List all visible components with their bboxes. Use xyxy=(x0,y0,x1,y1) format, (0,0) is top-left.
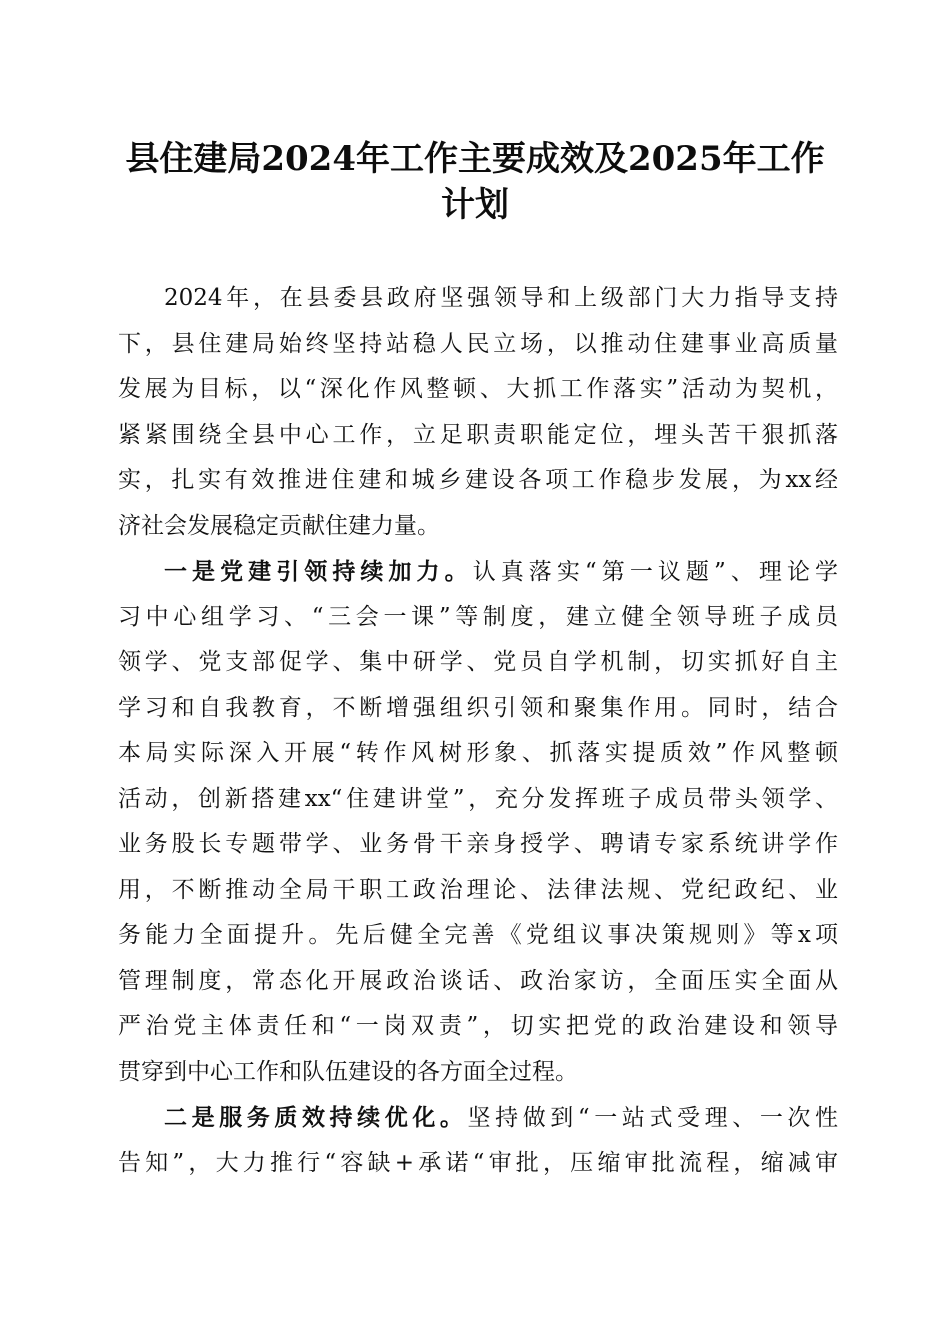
text-line: 活动，创新搭建xx“住建讲堂”，充分发挥班子成员带头领学、 xyxy=(118,785,838,812)
text-line: 业务股长专题带学、业务骨干亲身授学、聘请专家系统讲学作 xyxy=(118,831,838,857)
text-line xyxy=(118,1095,838,1141)
title-line-1: 县住建局2024年工作主要成效及2025年工作 xyxy=(125,139,825,179)
text-line: 2024年，在县委县政府坚强领导和上级部门大力指导支持 xyxy=(164,285,838,311)
text-line: 务能力全面提升。先后健全完善《党组议事决策规则》等x项 xyxy=(118,922,838,948)
text-line: 领学、党支部促学、集中研学、党员自学机制，切实抓好自主 xyxy=(118,649,838,675)
text-line xyxy=(118,549,838,595)
text-line: 济社会发展稳定贡献住建力量。 xyxy=(118,512,440,539)
text-run: 坚持做到“一站式受理、一次性 xyxy=(467,1105,838,1131)
text-line: 发展为目标，以“深化作风整顿、大抓工作落实”活动为契机， xyxy=(118,376,838,402)
text-line: 习中心组学习、“三会一课”等制度，建立健全领导班子成员 xyxy=(118,603,838,630)
text-run: 认真落实“第一议题”、理论学 xyxy=(472,559,838,585)
paragraph-lead: 一是党建引领持续加力。 xyxy=(164,558,473,585)
paragraph-party-building xyxy=(118,549,838,1095)
text-line: 本局实际深入开展“转作风树形象、抓落实提质效”作风整顿 xyxy=(118,740,838,766)
text-line: 严治党主体责任和“一岗双责”，切实把党的政治建设和领导 xyxy=(118,1013,838,1039)
text-line: 管理制度，常态化开展政治谈话、政治家访，全面压实全面从 xyxy=(118,967,838,994)
text-line: 紧紧围绕全县中心工作，立足职责职能定位，埋头苦干狠抓落 xyxy=(118,421,838,448)
text-line: 贯穿到中心工作和队伍建设的各方面全过程。 xyxy=(118,1058,578,1085)
text-line: 用，不断推动全局干职工政治理论、法律法规、党纪政纪、业 xyxy=(118,876,838,903)
text-line: 实，扎实有效推进住建和城乡建设各项工作稳步发展，为xx经 xyxy=(118,467,838,493)
paragraph-service-quality xyxy=(118,1095,838,1186)
text-line: 告知”，大力推行“容缺+承诺“审批，压缩审批流程，缩减审 xyxy=(118,1149,838,1176)
document-title xyxy=(110,136,840,228)
title-line-2: 计划 xyxy=(441,185,509,225)
text-line: 下，县住建局始终坚持站稳人民立场，以推动住建事业高质量 xyxy=(118,330,838,357)
text-line: 学习和自我教育，不断增强组织引领和聚集作用。同时，结合 xyxy=(118,694,838,721)
paragraph-lead: 二是服务质效持续优化。 xyxy=(164,1104,468,1131)
paragraph-intro xyxy=(118,276,838,549)
document-body xyxy=(118,276,838,1186)
